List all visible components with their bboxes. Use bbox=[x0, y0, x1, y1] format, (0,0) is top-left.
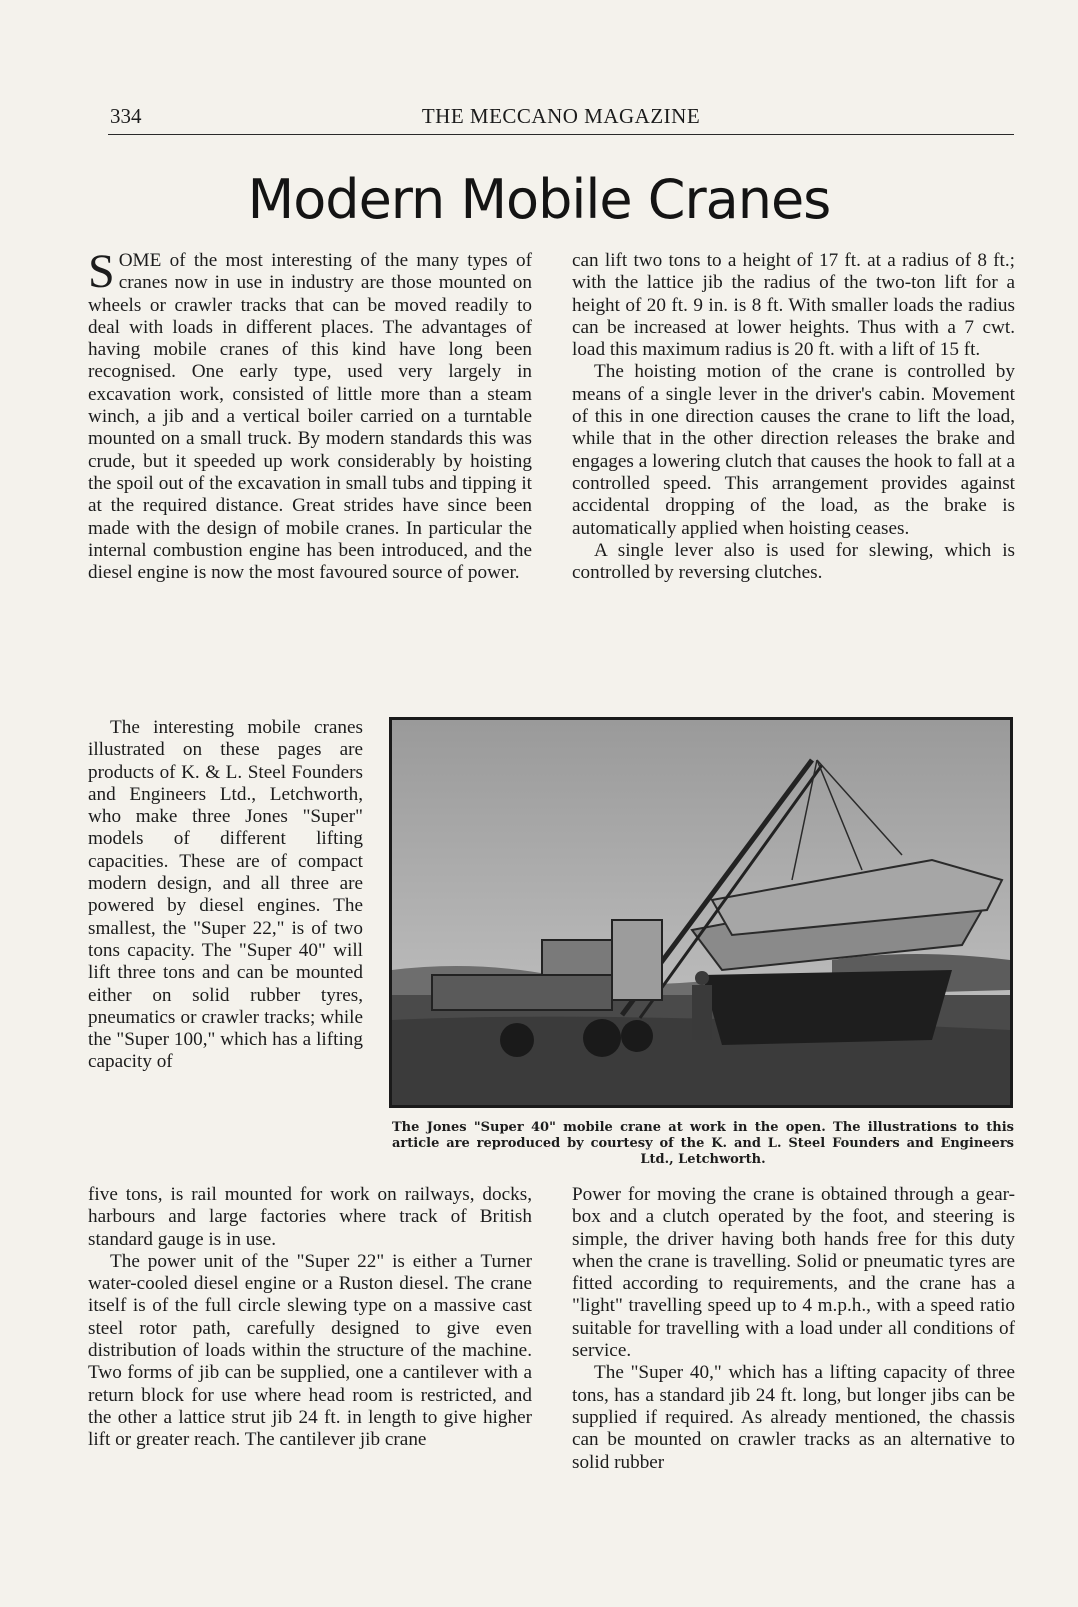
article-title: Modern Mobile Cranes bbox=[247, 168, 831, 231]
paragraph: The power unit of the "Super 22" is either a Turner water-cooled diesel engine or a Ruston diesel. The crane itself is of the full circle slewing type on a massive cast steel rotor path, carefully designed to give even distribution of loads within the structure of the machine. Two forms of jib can be supplied, one a cantilever with a return block for use where head room is restricted, and the other a lattice strut jib 24 ft. in length to give higher lift or greater reach. The cantilever jib crane bbox=[88, 1250, 532, 1451]
paragraph: A single lever also is used for slewing, which is controlled by reversing clutches. bbox=[572, 539, 1015, 584]
right-column-bottom bbox=[572, 1184, 1015, 1474]
left-column-top bbox=[88, 245, 532, 584]
paragraph: five tons, is rail mounted for work on railways, docks, harbours and large factories where track of British standard gauge is in use. bbox=[88, 1184, 532, 1250]
paragraph: The "Super 40," which has a lifting capacity of three tons, has a standard jib 24 ft. long, but longer jibs can be supplied if required. As already mentioned, the chassis can be mounted on crawler tracks as an alternative to solid rubber bbox=[572, 1362, 1015, 1473]
paragraph: can lift two tons to a height of 17 ft. at a radius of 8 ft.; with the lattice jib the radius of the two-ton lift for a height of 20 ft. 9 in. is 8 ft. With smaller loads the radius can be increased at lower heights. Thus with a 7 cwt. load this maximum radius is 20 ft. with a lift of 15 ft. bbox=[572, 250, 1015, 361]
crane-photo bbox=[389, 717, 1013, 1108]
paragraph: Power for moving the crane is obtained through a gear-box and a clutch operated by the foot, and steering is simple, the driver having both hands free for this duty when the crane is travelling. Solid or pneumatic tyres are fitted according to requirements, and the crane has a "light" travelling speed up to 4 m.p.h., with a speed ratio suitable for travelling with a load under all conditions of service. bbox=[572, 1184, 1015, 1362]
crane-photo-image bbox=[392, 720, 1010, 1105]
paragraph: The hoisting motion of the crane is controlled by means of a single lever in the driver's cabin. Movement of this in one direction causes the crane to lift the load, while that in the other direction releases the brake and engages a lowering clutch that causes the hook to fall at a controlled speed. This arrangement provides against accidental dropping of the load, as the brake is automatically applied when hoisting ceases. bbox=[572, 361, 1015, 539]
drop-cap: S bbox=[88, 245, 115, 298]
paragraph-text: OME of the most interesting of the many types of cranes now in use in industry are those mounted on wheels or crawler tracks that can be moved readily to deal with loads in different places. The advantages of having mobile cranes of this kind have long been recognised. One early type, used very largely in excavation work, consisted of little more than a steam winch, a jib and a vertical boiler carried on a turntable mounted on a small truck. By modern standards this was crude, but it speeded up work considerably by hoisting the spoil out of the excavation in small tubs and tipping it at the required distance. Great strides have since been made with the design of mobile cranes. In particular the internal combustion engine has been introduced, and the diesel engine is now the most favoured source of power. bbox=[88, 250, 532, 584]
photo-caption: The Jones "Super 40" mobile crane at work in the open. The illustrations to this article are reproduced by courtesy of the K. and L. Steel Founders and Engineers Ltd., Letchworth. bbox=[392, 1120, 1014, 1167]
left-column-bottom bbox=[88, 1184, 532, 1452]
right-column-top bbox=[572, 250, 1015, 584]
left-column-narrow bbox=[88, 717, 363, 1074]
paragraph: The interesting mobile cranes illustrated on these pages are products of K. & L. Steel Founders and Engineers Ltd., Letchworth, who make three Jones "Super" models of different lifting capacities. These are of compact modern design, and all three are powered by diesel engines. The smallest, the "Super 22," is of two tons capacity. The "Super 40" will lift three tons and can be mounted either on solid rubber tyres, pneumatics or crawler tracks; while the "Super 100," which has a lifting capacity of bbox=[88, 717, 363, 1073]
page-header bbox=[108, 100, 1014, 135]
page-number: 334 bbox=[110, 104, 142, 128]
paragraph bbox=[88, 245, 532, 584]
magazine-title: THE MECCANO MAGAZINE bbox=[421, 104, 701, 128]
